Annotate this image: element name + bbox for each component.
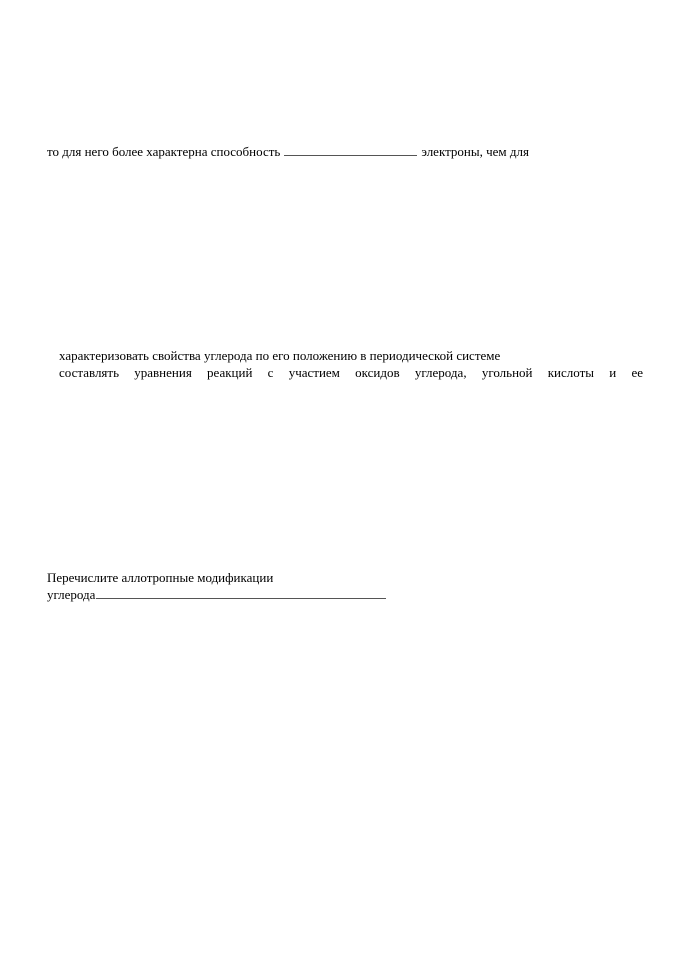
text-line-electrons <box>47 144 529 160</box>
skill-item-characterize: характеризовать свойства углерода по его положению в периодической системе <box>59 348 501 363</box>
line1-text-after-blank: электроны, чем для <box>421 144 529 159</box>
skill-item-equations: составлять уравнения реакций с участием оксидов углерода, угольной кислоты и ее <box>59 365 643 380</box>
answer-blank-2 <box>96 588 386 599</box>
question-allotropes-continued <box>47 587 386 603</box>
answer-blank-1 <box>284 145 417 156</box>
line5-word: углерода <box>47 587 96 602</box>
question-allotropes: Перечислите аллотропные модификации <box>47 570 274 585</box>
line1-text-before-blank: то для него более характерна способность <box>47 144 281 159</box>
